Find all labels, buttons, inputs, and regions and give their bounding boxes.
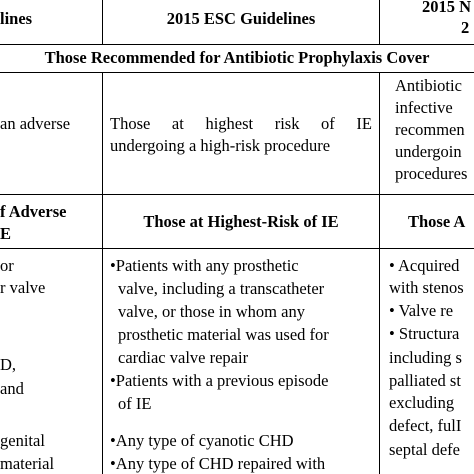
row1-col3-line: procedures	[395, 164, 468, 183]
table-rule-row1	[0, 194, 474, 195]
col2-item: cardiac valve repair	[118, 348, 249, 367]
col3-item: palliated st	[389, 371, 461, 390]
section2-col1-line1: f Adverse	[0, 202, 67, 221]
col1-item: D,	[0, 355, 17, 374]
col1-item: r valve	[0, 278, 46, 297]
col1-item: or	[0, 256, 14, 275]
row1-col3-line: undergoin	[395, 142, 462, 161]
header-col3-line1: 2015 N	[422, 0, 472, 16]
section2-col3: Those A	[408, 212, 466, 231]
col1-item: genital	[0, 431, 45, 450]
col2-item: •Any type of cyanotic CHD	[110, 431, 294, 450]
header-col2: 2015 ESC Guidelines	[166, 9, 316, 28]
col2-item: •Any type of CHD repaired with	[110, 454, 326, 473]
header-col1: lines	[0, 9, 33, 28]
col3-item: • Acquired	[389, 256, 460, 275]
col3-item: with stenos	[389, 278, 464, 297]
row1-col1: an adverse	[0, 114, 71, 133]
row1-word: highest	[205, 114, 254, 133]
row1-word: IE	[356, 114, 372, 133]
col3-item: excluding	[389, 393, 455, 412]
table-rule-col-divider-1	[102, 72, 103, 474]
row1-col2-line1	[110, 114, 372, 135]
col3-item: including s	[389, 348, 462, 367]
table-rule-section2	[0, 248, 474, 249]
col2-item: •Patients with any prosthetic	[110, 256, 299, 275]
table-rule-top-header	[0, 44, 474, 45]
col1-item: and	[0, 379, 24, 398]
col2-item: •Patients with a previous episode	[110, 371, 329, 390]
col2-item: prosthetic material was used for	[118, 325, 329, 344]
col2-item: valve, or those in whom any	[118, 302, 305, 321]
col3-item: • Structura	[389, 324, 460, 343]
col3-item: • Valve re	[389, 301, 454, 320]
header-col3-line2: 2	[461, 18, 470, 37]
section2-col2: Those at Highest-Risk of IE	[143, 212, 339, 231]
col3-item: septal defe	[389, 440, 461, 459]
row1-word: Those	[110, 114, 151, 133]
table-rule-col-divider-2	[379, 72, 380, 474]
section2-col1-line2: E	[0, 224, 12, 243]
table-rule-section1	[0, 72, 474, 73]
row1-col3-line: infective	[395, 98, 453, 117]
row1-word: of	[321, 114, 335, 133]
col1-item: material	[0, 454, 55, 473]
col2-item: valve, including a transcatheter	[118, 279, 325, 298]
row1-col3-line: recommen	[395, 120, 465, 139]
table-rule-col-divider-2	[379, 0, 380, 44]
row1-col2-line2: undergoing a high-risk procedure	[110, 136, 331, 155]
row1-word: risk	[274, 114, 300, 133]
row1-word: at	[171, 114, 184, 133]
col2-item: of IE	[118, 394, 152, 413]
row1-col3-line: Antibiotic	[395, 76, 462, 95]
section-title-recommended: Those Recommended for Antibiotic Prophylaxis Cover	[44, 48, 430, 67]
col3-item: defect, fulI	[389, 416, 462, 435]
